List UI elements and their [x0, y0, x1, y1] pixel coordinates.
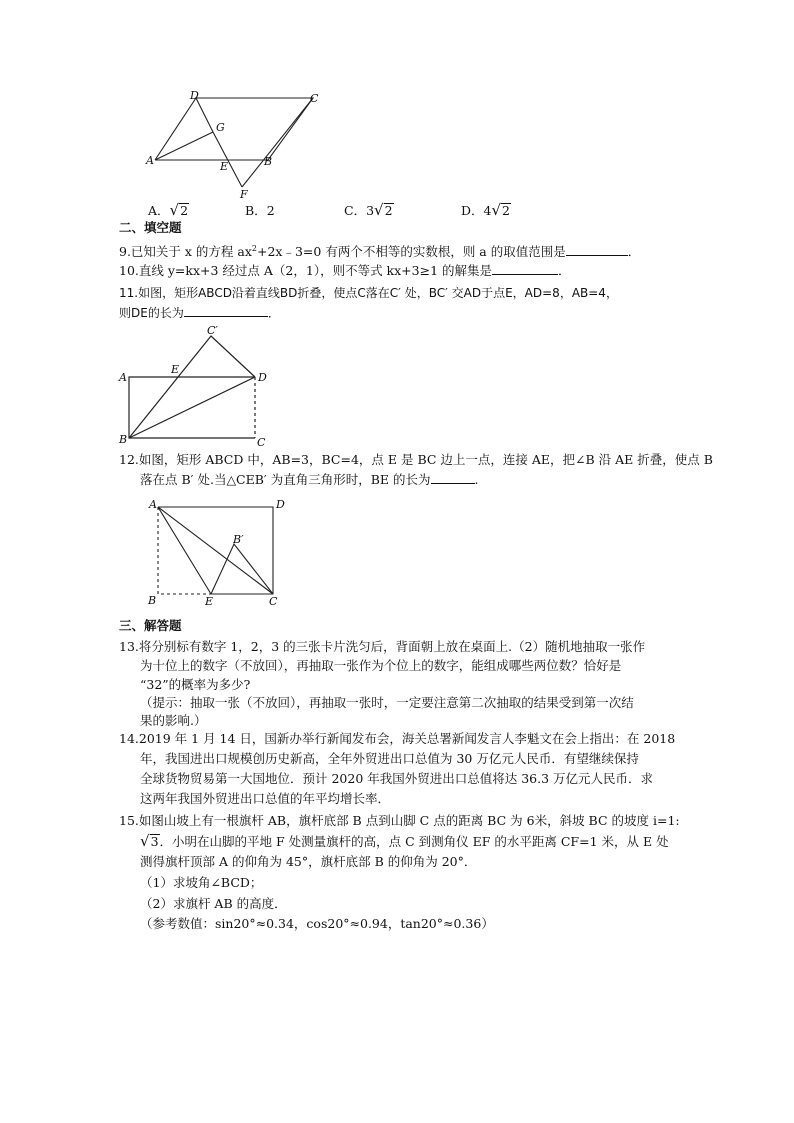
section-fill-blank-title: 二、填空题 [119, 220, 182, 235]
question-9: 9.已知关于 x 的方程 $ax^2+2x﹣3=0$ 有两个不相等的实数根，则 a 的取值范围是 ． [119, 244, 641, 260]
question-15-line3: 测得旗杆顶部 A 的仰角为 45°，旗杆底部 B 的仰角为 20°． [140, 854, 477, 869]
question-12-line2: 落在点 B′ 处.当△CEB′ 为直角三角形时，BE 的长为 . [140, 472, 479, 487]
answer-blank-12[interactable] [431, 471, 475, 484]
option-b: B．2 [245, 203, 275, 218]
option-d: D．4√2 [461, 201, 510, 219]
label-b: B [119, 433, 128, 446]
diagonal-bd [129, 377, 255, 438]
label-e: E [205, 595, 214, 608]
label-c: C [269, 595, 278, 608]
option-c: C．3√2 [344, 201, 393, 219]
folded-triangle [129, 336, 255, 438]
question-13-line2: 为十位上的数字（不放回），再抽取一张作为个位上的数字，能组成哪些两位数？恰好是 [140, 658, 622, 673]
question-15-sub1: （1）求坡角∠BCD； [140, 875, 263, 890]
option-a: A．√2 [148, 201, 189, 219]
segment-fc [242, 98, 313, 187]
question-15-line1: 15.如图山坡上有一根旗杆 AB，旗杆底部 B 点到山脚 C 点的距离 BC 为 6米，斜坡 BC 的坡度 i=1: [119, 813, 680, 828]
figure-q11 [115, 322, 275, 448]
label-a: A [149, 498, 157, 511]
question-10: 10.直线 y=kx+3 经过点 A（2，1），则不等式 kx+3≥1 的解集是 ． [119, 263, 571, 278]
label-d: D [190, 89, 199, 102]
label-d: D [258, 371, 267, 384]
question-15-line2: √3．小明在山脚的平地 F 处测量旗杆的高，点 C 到测角仪 EF 的水平距离 CF=1 米，从 E 处 [140, 832, 669, 850]
section-answer-title: 三、解答题 [119, 618, 182, 633]
segment-ae [158, 507, 211, 594]
label-b: B [148, 594, 157, 607]
question-14-line4: 这两年我国外贸进出口总值的年平均增长率． [140, 791, 391, 806]
label-b: B [264, 155, 273, 168]
segment-dgf [196, 98, 242, 187]
parallelogram [155, 98, 313, 160]
answer-blank-11[interactable] [184, 304, 268, 317]
question-13-line3: “32”的概率为多少? [140, 677, 251, 692]
question-13-line1: 13.将分别标有数字 1，2，3 的三张卡片洗匀后，背面朝上放在桌面上.（2）随机地抽取一张作 [119, 639, 646, 654]
label-c: C [257, 436, 266, 449]
question-13-line5: 果的影响.） [140, 713, 207, 728]
label-e: E [171, 363, 180, 376]
figure-q8 [140, 88, 340, 203]
segment-ac [158, 507, 273, 594]
label-g: G [216, 121, 225, 134]
answer-blank-9[interactable] [566, 243, 628, 256]
figure-q12 [143, 496, 283, 608]
question-15-sub2: （2）求旗杆 AB 的高度． [140, 896, 287, 911]
label-cprime: C′ [207, 324, 218, 337]
label-e: E [220, 160, 229, 173]
question-14-line2: 年，我国进出口规模创历史新高，全年外贸进出口总值为 30 万亿元人民币．有望继续保持 [140, 751, 639, 766]
question-11-line2: 则DE的长为 ． [119, 306, 280, 320]
question-12-line1: 12.如图，矩形 ABCD 中，AB=3，BC=4，点 E 是 BC 边上一点，连接 AE，把∠B 沿 AE 折叠，使点 B [119, 452, 713, 467]
label-a: A [119, 371, 127, 384]
label-a: A [146, 154, 154, 167]
label-bprime: B′ [233, 533, 244, 546]
question-13-line4: （提示：抽取一张（不放回），再抽取一张时，一定要注意第二次抽取的结果受到第一次结 [140, 695, 634, 710]
question-14-line3: 全球货物贸易第一大国地位．预计 2020 年我国外贸进出口总值将达 36.3 万亿元人民币．求 [140, 771, 654, 786]
label-c: C [310, 92, 319, 105]
label-f: F [240, 188, 248, 201]
label-d: D [276, 498, 285, 511]
question-11-line1: 11.如图，矩形ABCD沿着直线BD折叠，使点C落在C′ 处，BC′ 交AD于点E，AD=8，AB=4， [119, 286, 618, 300]
question-14-line1: 14.2019 年 1 月 14 日，国新办举行新闻发布会，海关总署新闻发言人李魁文在会上指出：在 2018 [119, 731, 676, 746]
question-15-reference: （参考数值：sin20°≈0.34，cos20°≈0.94，tan20°≈0.36） [140, 916, 494, 931]
answer-blank-10[interactable] [492, 262, 558, 275]
